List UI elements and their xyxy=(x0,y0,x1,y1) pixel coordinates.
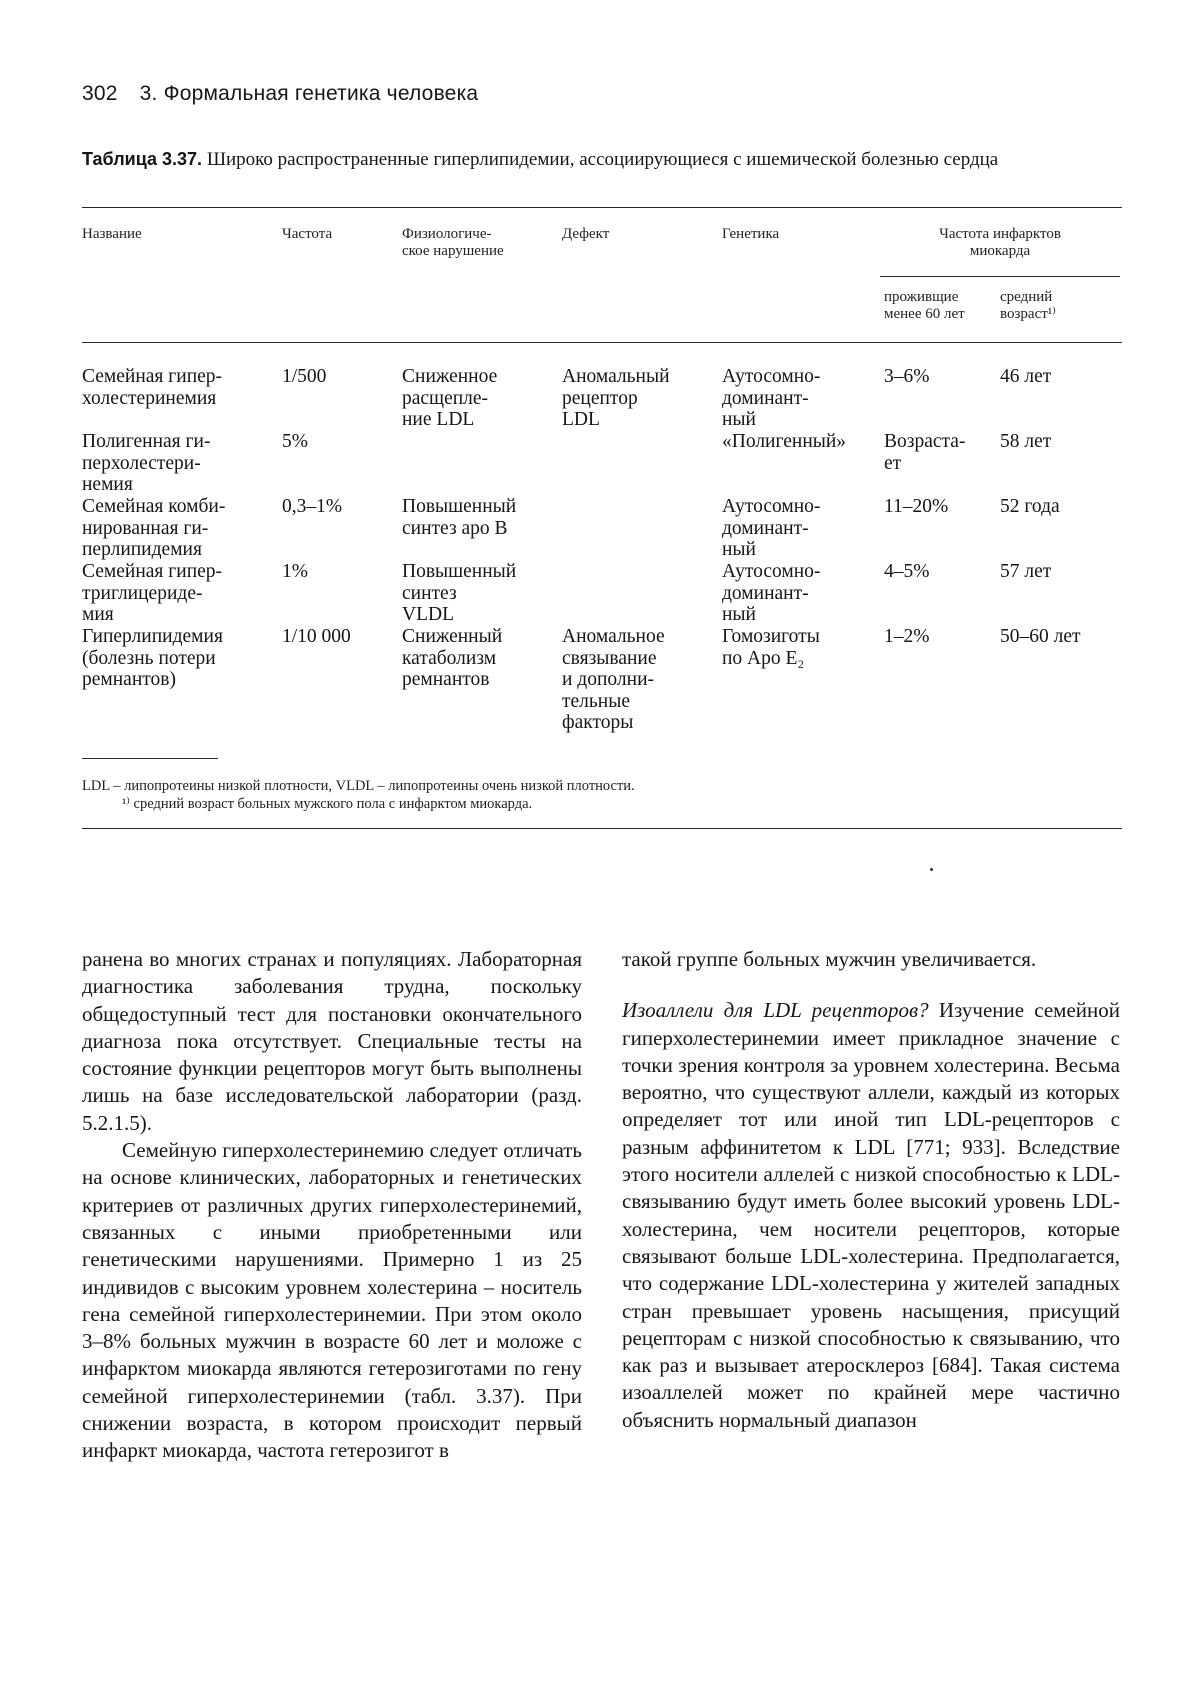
cell-mi-survived: 3–6% xyxy=(884,366,930,387)
right-paragraph-1: такой группе больных мужчин увеличивается. xyxy=(622,947,1037,971)
col-header-mean-age: средний возраст¹⁾ xyxy=(1000,289,1056,322)
col-header-survived: проживщие менее 60 лет xyxy=(884,289,965,322)
table-caption xyxy=(82,148,1118,171)
cell-mi-survived: 1–2% xyxy=(884,626,930,647)
cell-physio: Повышенный синтез apo B xyxy=(402,496,517,539)
cell-defect: Аномальный рецептор LDL xyxy=(562,366,670,430)
cell-physio: Сниженное расщепле- ние LDL xyxy=(402,366,498,430)
cell-name: Полигенная ги- перхолестери- немия xyxy=(82,431,211,495)
footnote-abbreviations: LDL – липопротеины низкой плотности, VLDL – липопротеины очень низкой плотности. xyxy=(82,778,635,794)
mi-subheader-rule xyxy=(880,276,1120,277)
cell-genetics: «Полигенный» xyxy=(722,431,847,452)
cell-frequency: 0,3–1% xyxy=(282,496,343,517)
col-header-frequency: Частота xyxy=(282,226,333,242)
table-footnotes xyxy=(82,777,1122,813)
cell-mi-survived: 4–5% xyxy=(884,561,930,582)
cell-name: Семейная гипер- триглицериде- мия xyxy=(82,561,223,625)
cell-frequency: 5% xyxy=(282,431,308,452)
footnote-separator xyxy=(82,758,218,759)
col-header-defect: Дефект xyxy=(562,226,610,242)
cell-name: Семейная комби- нированная ги- перлипидемия xyxy=(82,496,226,560)
col-header-name: Название xyxy=(82,226,142,242)
cell-genetics: Аутосомно- доминант- ный xyxy=(722,496,821,560)
cell-frequency: 1/500 xyxy=(282,366,327,387)
cell-physio: Повышенный синтез VLDL xyxy=(402,561,517,625)
right-paragraph-2-text: Изучение семейной гиперхолестеринемии имеет прикладное значение с точки зрения контроля за уровнем холестерина. Весьма вероятно, что существуют аллели, каждый из которых определяет тот или иной тип LDL-рецепторов с разным аффинитетом к LDL [771; 933]. Вследствие этого носители аллелей с низкой способностью к LDL-связыванию будут иметь более высокий уровень LDL-холестерина, чем носители рецепторов, которые связывают больше LDL-холестерина. Предполагается, что содержание LDL-холестерина у жителей западных стран превышает уровень насыщения, присущий рецепторам с низкой способностью к связыванию, что как раз и вызывает атеросклероз [684]. Такая система изоаллелей может по крайней мере частично объяснить нормальный диапазон xyxy=(622,998,1120,1432)
cell-frequency: 1/10 000 xyxy=(282,626,351,647)
cell-mi-mean-age: 52 года xyxy=(1000,496,1060,517)
cell-genetics: Гомозиготы по Apo E₂ xyxy=(722,626,820,669)
table-bottom-rule xyxy=(82,828,1122,829)
cell-name: Гиперлипидемия (болезнь потери ремнантов) xyxy=(82,626,223,690)
cell-genetics: Аутосомно- доминант- ный xyxy=(722,561,821,625)
cell-mi-mean-age: 50–60 лет xyxy=(1000,626,1081,647)
left-paragraph-1: ранена во многих странах и популяциях. Лабораторная диагностика заболевания трудна, поскольку общедоступный тест для постановки окончательного диагноза пока отсутствует. Специальные тесты на состояние функции рецепторов могут быть выполнены лишь на базе исследовательской лаборатории (разд. 5.2.1.5). xyxy=(82,947,582,1135)
cell-mi-mean-age: 46 лет xyxy=(1000,366,1052,387)
cell-name: Семейная гипер- холестеринемия xyxy=(82,366,223,409)
right-paragraph-2 xyxy=(622,997,1120,1434)
table-caption-label: Таблица 3.37. xyxy=(82,149,203,169)
cell-mi-survived: Возраста- ет xyxy=(884,431,966,474)
right-column xyxy=(622,946,1120,1434)
running-head xyxy=(82,82,478,106)
cell-mi-mean-age: 57 лет xyxy=(1000,561,1052,582)
section-heading-isoalleles: Изоаллели для LDL рецепторов? xyxy=(622,998,929,1023)
running-title: 3. Формальная генетика человека xyxy=(139,82,479,105)
cell-physio: Сниженный катаболизм ремнантов xyxy=(402,626,503,690)
col-header-genetics: Генетика xyxy=(722,226,780,242)
cell-mi-mean-age: 58 лет xyxy=(1000,431,1052,452)
footnote-mean-age: ¹⁾ средний возраст больных мужского пола с инфарктом миокарда. xyxy=(122,796,533,812)
cell-mi-survived: 11–20% xyxy=(884,496,949,517)
cell-frequency: 1% xyxy=(282,561,308,582)
col-header-physio: Физиологиче- ское нарушение xyxy=(402,226,504,259)
col-header-mi-frequency: Частота инфарктов миокарда xyxy=(939,226,1061,259)
print-speck xyxy=(930,868,933,871)
left-column xyxy=(82,946,582,1465)
table-caption-text: Широко распространенные гиперлипидемии, ассоциирующиеся с ишемической болезнью сердца xyxy=(206,149,999,170)
cell-genetics: Аутосомно- доминант- ный xyxy=(722,366,821,430)
table-header-rule xyxy=(82,342,1122,343)
cell-defect: Аномальное связывание и дополни- тельные факторы xyxy=(562,626,665,733)
left-paragraph-2: Семейную гиперхолестеринемию следует отличать на основе клинических, лабораторных и генетических критериев от различных других гиперхолестеринемий, связанных с иными приобретенными или генетическими нарушениями. Примерно 1 из 25 индивидов с высоким уровнем холестерина – носитель гена семейной гиперхолестеринемии. При этом около 3–8% больных мужчин в возрасте 60 лет и моложе с инфарктом миокарда являются гетерозиготами по гену семейной гиперхолестеринемии (табл. 3.37). При снижении возраста, в котором происходит первый инфаркт миокарда, частота гетерозигот в xyxy=(82,1138,582,1463)
page-number: 302 xyxy=(82,82,118,105)
table-top-rule xyxy=(82,207,1122,208)
